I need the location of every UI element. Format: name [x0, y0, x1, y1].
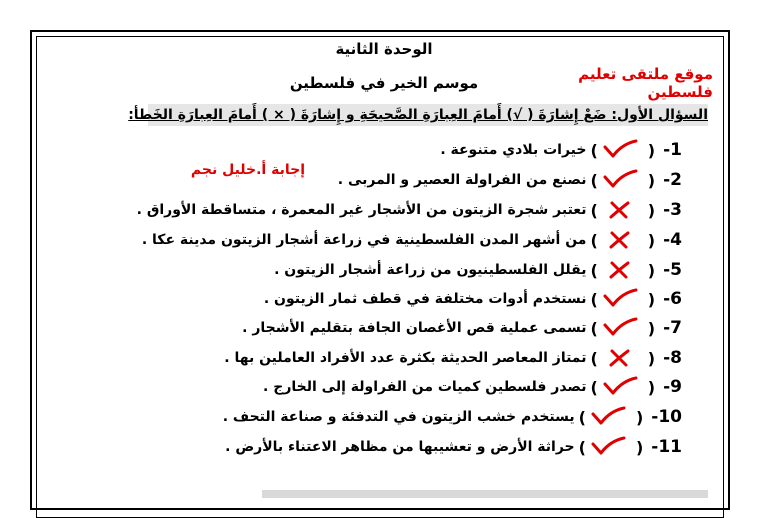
- statement-row: [224, 345, 682, 371]
- statement-number: 4-: [663, 230, 682, 250]
- open-paren: (: [647, 289, 656, 309]
- close-paren: ): [590, 170, 598, 190]
- open-paren: (: [647, 348, 656, 368]
- statement-text: نصنع من الفراولة العصير و المربى .: [337, 172, 587, 188]
- check-mark-icon: [600, 375, 640, 399]
- cross-mark-icon: [600, 258, 640, 282]
- check-mark-icon: [600, 168, 640, 192]
- open-paren: (: [647, 230, 656, 250]
- close-paren: ): [590, 230, 598, 250]
- statement-row: [223, 404, 682, 430]
- close-paren: ): [590, 289, 598, 309]
- statement-number: 9-: [663, 377, 682, 397]
- close-paren: ): [590, 377, 598, 397]
- statement-row: [338, 167, 682, 193]
- close-paren: ): [590, 348, 598, 368]
- statement-number: 5-: [663, 260, 682, 280]
- statement-row: [142, 227, 682, 253]
- cross-mark-icon: [600, 228, 640, 252]
- statement-text: تمتاز المعاصر الحديثة بكثرة عدد الأفراد العاملين بها .: [224, 350, 587, 366]
- check-mark-icon: [600, 287, 640, 311]
- question-heading: السؤال الأول: ضَعْ إِشارَةَ ( √) أَمامَ العِبارَةِ الصَّحيحَةِ و إِشارَةَ ( × ) أَمامَ العِبارَةِ الخَطأ:: [148, 104, 708, 126]
- statement-number: 6-: [663, 289, 682, 309]
- statement-number: 10-: [651, 407, 682, 427]
- open-paren: (: [647, 377, 656, 397]
- statement-text: حراثة الأرض و تعشيبها من مظاهر الاعتناء بالأرض .: [225, 439, 575, 455]
- statement-text: تعتبر شجرة الزيتون من الأشجار غير المعمرة ، متساقطة الأوراق .: [136, 202, 587, 218]
- statement-text: خيرات بلادي متنوعة .: [440, 142, 587, 158]
- statement-row: [242, 315, 682, 341]
- close-paren: ): [590, 200, 598, 220]
- close-paren: ): [578, 437, 586, 457]
- site-credit: موقع ملتقى تعليم فلسطين: [578, 65, 713, 101]
- lesson-title: موسم الخير في فلسطين: [289, 74, 479, 92]
- unit-title: الوحدة الثانية: [335, 40, 433, 58]
- close-paren: ): [590, 260, 598, 280]
- check-mark-icon: [600, 316, 640, 340]
- close-paren: ): [578, 407, 586, 427]
- statement-row: [440, 137, 682, 163]
- statement-row: [264, 286, 682, 312]
- statement-number: 3-: [663, 200, 682, 220]
- cross-mark-icon: [600, 198, 640, 222]
- open-paren: (: [647, 200, 656, 220]
- statement-text: يقلل الفلسطينيون من زراعة أشجار الزيتون .: [274, 262, 587, 278]
- cross-mark-icon: [600, 346, 640, 370]
- statement-number: 8-: [663, 348, 682, 368]
- close-paren: ): [590, 318, 598, 338]
- statement-text: نستخدم أدوات مختلفة في قطف ثمار الزيتون .: [263, 291, 587, 307]
- check-mark-icon: [588, 435, 628, 459]
- statement-text: يستخدم خشب الزيتون في التدفئة و صناعة التحف .: [222, 409, 575, 425]
- next-question-band: [262, 490, 708, 498]
- open-paren: (: [647, 318, 656, 338]
- open-paren: (: [647, 140, 656, 160]
- close-paren: ): [590, 140, 598, 160]
- statement-text: من أشهر المدن الفلسطينية في زراعة أشجار الزيتون مدينة عكا .: [141, 232, 587, 248]
- check-mark-icon: [600, 138, 640, 162]
- statement-number: 11-: [651, 437, 682, 457]
- statement-number: 2-: [663, 170, 682, 190]
- answer-credit: إجابة أ.خليل نجم: [190, 162, 305, 178]
- check-mark-icon: [588, 405, 628, 429]
- open-paren: (: [647, 260, 656, 280]
- statement-row: [274, 257, 682, 283]
- statement-row: [225, 434, 682, 460]
- open-paren: (: [635, 407, 644, 427]
- statement-row: [263, 374, 682, 400]
- statement-text: تصدر فلسطين كميات من الفراولة إلى الخارج .: [263, 379, 587, 395]
- statement-text: تسمى عملية قص الأغصان الجافة بتقليم الأشجار .: [242, 320, 587, 336]
- open-paren: (: [635, 437, 644, 457]
- statement-number: 7-: [663, 318, 682, 338]
- statement-number: 1-: [663, 140, 682, 160]
- open-paren: (: [647, 170, 656, 190]
- statement-row: [137, 197, 682, 223]
